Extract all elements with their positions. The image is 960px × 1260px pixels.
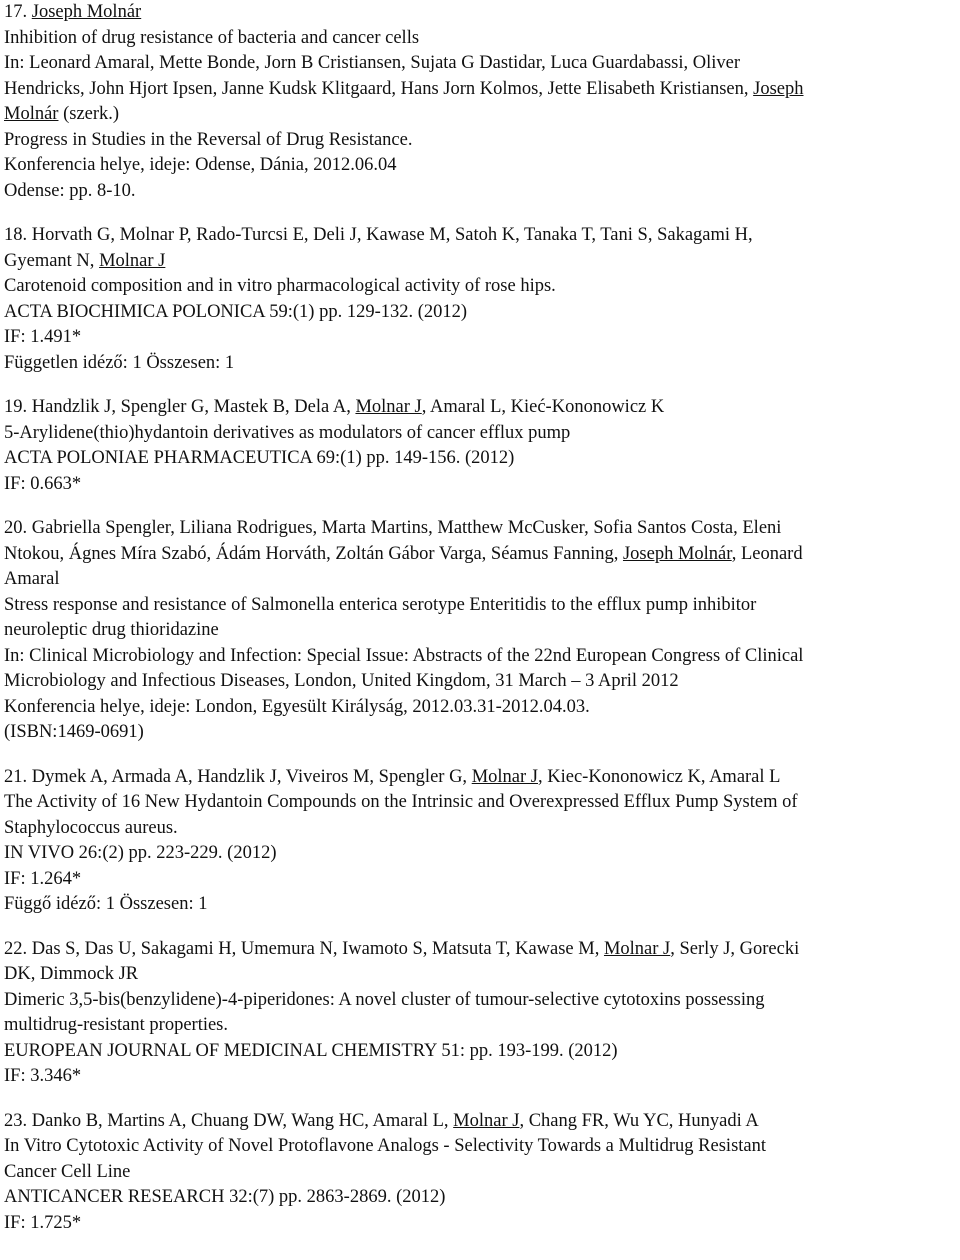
entry-line <box>4 1211 960 1237</box>
entry-text: ACTA POLONIAE PHARMACEUTICA 69:(1) pp. 149-156. (2012) <box>4 448 515 468</box>
author-link[interactable]: Joseph Molnár <box>31 2 142 22</box>
entry-text: Konferencia helye, ideje: London, Egyesült Királyság, 2012.03.31-2012.04.03. <box>4 696 590 717</box>
entry-text: IF: 1.491* <box>4 327 82 347</box>
entry-line <box>4 300 960 326</box>
publication-entry <box>4 223 960 376</box>
publication-entry <box>4 937 960 1090</box>
entry-line <box>4 988 960 1014</box>
author-link[interactable]: Molnar J <box>603 938 671 959</box>
entry-line <box>4 542 960 568</box>
author-link[interactable]: Molnar J <box>355 397 422 417</box>
author-link[interactable]: Molnar J <box>471 766 538 787</box>
entry-line <box>4 102 960 128</box>
entry-text: Ntokou, Ágnes Míra Szabó, Ádám Horváth, Zoltán Gábor Varga, Séamus Fanning, <box>4 543 623 564</box>
publication-entry <box>4 516 960 746</box>
entry-text: Progress in Studies in the Reversal of Drug Resistance. <box>4 129 413 150</box>
entry-text: Függő idéző: 1 Összesen: 1 <box>4 894 208 914</box>
entry-line <box>4 567 960 593</box>
entry-text: Stress response and resistance of Salmonella enterica serotype Enteritidis to the efflux pump inhibitor <box>4 594 757 615</box>
entry-text: 18. Horvath G, Molnar P, Rado-Turcsi E, Deli J, Kawase M, Satoh K, Tanaka T, Tani S, Sakagami H, <box>4 225 753 245</box>
entry-text: , Chang FR, Wu YC, Hunyadi A <box>519 1110 759 1131</box>
entry-line <box>4 325 960 351</box>
author-link[interactable]: Joseph <box>753 78 804 99</box>
entry-line <box>4 1109 960 1135</box>
entry-text: Gyemant N, <box>4 250 100 271</box>
entry-text: (szerk.) <box>58 104 120 124</box>
entry-text: multidrug-resistant properties. <box>4 1015 229 1035</box>
entry-line <box>4 1134 960 1160</box>
entry-line <box>4 962 960 988</box>
author-link[interactable]: Joseph Molnár <box>622 543 732 564</box>
entry-line <box>4 77 960 103</box>
publication-entry <box>4 0 960 204</box>
entry-line <box>4 644 960 670</box>
entry-text: Staphylococcus aureus. <box>4 817 178 838</box>
entry-text: Cancer Cell Line <box>4 1161 131 1182</box>
publication-entry <box>4 1109 960 1237</box>
author-link[interactable]: Molnar J <box>99 250 166 271</box>
entry-line <box>4 249 960 275</box>
entry-text: IF: 3.346* <box>4 1066 82 1086</box>
entry-line <box>4 618 960 644</box>
entry-line <box>4 1160 960 1186</box>
entry-line <box>4 51 960 77</box>
entry-text: neuroleptic drug thioridazine <box>4 620 219 640</box>
publication-entry <box>4 765 960 918</box>
entry-text: 23. Danko B, Martins A, Chuang DW, Wang HC, Amaral L, <box>4 1110 454 1131</box>
entry-line <box>4 937 960 963</box>
entry-line <box>4 153 960 179</box>
entry-text: IF: 0.663* <box>4 473 82 494</box>
entry-line <box>4 421 960 447</box>
entry-text: 21. Dymek A, Armada A, Handzlik J, Viveiros M, Spengler G, <box>4 766 472 787</box>
entry-text: EUROPEAN JOURNAL OF MEDICINAL CHEMISTRY 51: pp. 193-199. (2012) <box>4 1040 618 1061</box>
entry-text: Microbiology and Infectious Diseases, London, United Kingdom, 31 March – 3 April 2012 <box>4 671 679 691</box>
entry-line <box>4 816 960 842</box>
entry-text: , Serly J, Gorecki <box>670 938 800 959</box>
entry-line <box>4 516 960 542</box>
entry-line <box>4 1039 960 1065</box>
entry-text: Konferencia helye, ideje: Odense, Dánia, 2012.06.04 <box>4 155 397 175</box>
entry-line <box>4 720 960 746</box>
entry-line <box>4 179 960 205</box>
entry-line <box>4 351 960 377</box>
entry-text: , Kiec-Kononowicz K, Amaral L <box>537 766 781 787</box>
entry-text: 17. <box>4 2 32 22</box>
entry-text: In Vitro Cytotoxic Activity of Novel Protoflavone Analogs - Selectivity Towards a Multidrug Resistant <box>4 1136 767 1156</box>
entry-text: Inhibition of drug resistance of bacteria and cancer cells <box>4 27 420 48</box>
entry-text: ACTA BIOCHIMICA POLONICA 59:(1) pp. 129-132. (2012) <box>4 301 468 322</box>
entry-text: DK, Dimmock JR <box>4 964 139 984</box>
entry-text: Hendricks, John Hjort Ipsen, Janne Kudsk Klitgaard, Hans Jorn Kolmos, Jette Elisabeth Kristiansen, <box>4 78 754 99</box>
entry-line <box>4 128 960 154</box>
entry-text: IF: 1.725* <box>4 1212 82 1233</box>
entry-line <box>4 841 960 867</box>
entry-line <box>4 395 960 421</box>
entry-text: In: Leonard Amaral, Mette Bonde, Jorn B Cristiansen, Sujata G Dastidar, Luca Guardabassi, Oliver <box>4 53 740 73</box>
entry-text: (ISBN:1469-0691) <box>4 722 144 742</box>
entry-text: In: Clinical Microbiology and Infection: Special Issue: Abstracts of the 22nd European Congress of Clinical <box>4 645 804 666</box>
entry-line <box>4 1185 960 1211</box>
entry-text: 20. Gabriella Spengler, Liliana Rodrigues, Marta Martins, Matthew McCusker, Sofia Santos Costa, Eleni <box>4 518 782 538</box>
entry-line <box>4 274 960 300</box>
entry-text: Odense: pp. 8-10. <box>4 180 136 201</box>
entry-line <box>4 0 960 26</box>
entry-text: , Amaral L, Kieć-Kononowicz K <box>421 397 665 417</box>
entry-line <box>4 446 960 472</box>
entry-text: Dimeric 3,5-bis(benzylidene)-4-piperidones: A novel cluster of tumour-selective cytotoxins possessing <box>4 989 765 1010</box>
entry-text: IN VIVO 26:(2) pp. 223-229. (2012) <box>4 843 277 863</box>
entry-line <box>4 472 960 498</box>
entry-line <box>4 669 960 695</box>
author-link[interactable]: Molnár <box>4 104 59 124</box>
entry-text: Független idéző: 1 Összesen: 1 <box>4 352 235 373</box>
entry-line <box>4 892 960 918</box>
entry-line <box>4 223 960 249</box>
entry-line <box>4 765 960 791</box>
entry-line <box>4 593 960 619</box>
entry-line <box>4 26 960 52</box>
entry-text: Carotenoid composition and in vitro pharmacological activity of rose hips. <box>4 276 556 296</box>
entry-text: , Leonard <box>731 543 803 564</box>
publication-entry <box>4 395 960 497</box>
entry-line <box>4 695 960 721</box>
entry-text: 19. Handzlik J, Spengler G, Mastek B, Dela A, <box>4 397 356 417</box>
entry-line <box>4 790 960 816</box>
entry-line <box>4 867 960 893</box>
entry-text: ANTICANCER RESEARCH 32:(7) pp. 2863-2869. (2012) <box>4 1187 446 1207</box>
entry-text: The Activity of 16 New Hydantoin Compounds on the Intrinsic and Overexpressed Efflux Pump System of <box>4 792 798 812</box>
entry-line <box>4 1064 960 1090</box>
entry-line <box>4 1013 960 1039</box>
entry-text: Amaral <box>4 569 60 589</box>
entry-text: 22. Das S, Das U, Sakagami H, Umemura N, Iwamoto S, Matsuta T, Kawase M, <box>4 938 604 959</box>
entry-text: 5-Arylidene(thio)hydantoin derivatives as modulators of cancer efflux pump <box>4 422 571 443</box>
entry-text: IF: 1.264* <box>4 868 82 889</box>
author-link[interactable]: Molnar J <box>453 1110 520 1131</box>
